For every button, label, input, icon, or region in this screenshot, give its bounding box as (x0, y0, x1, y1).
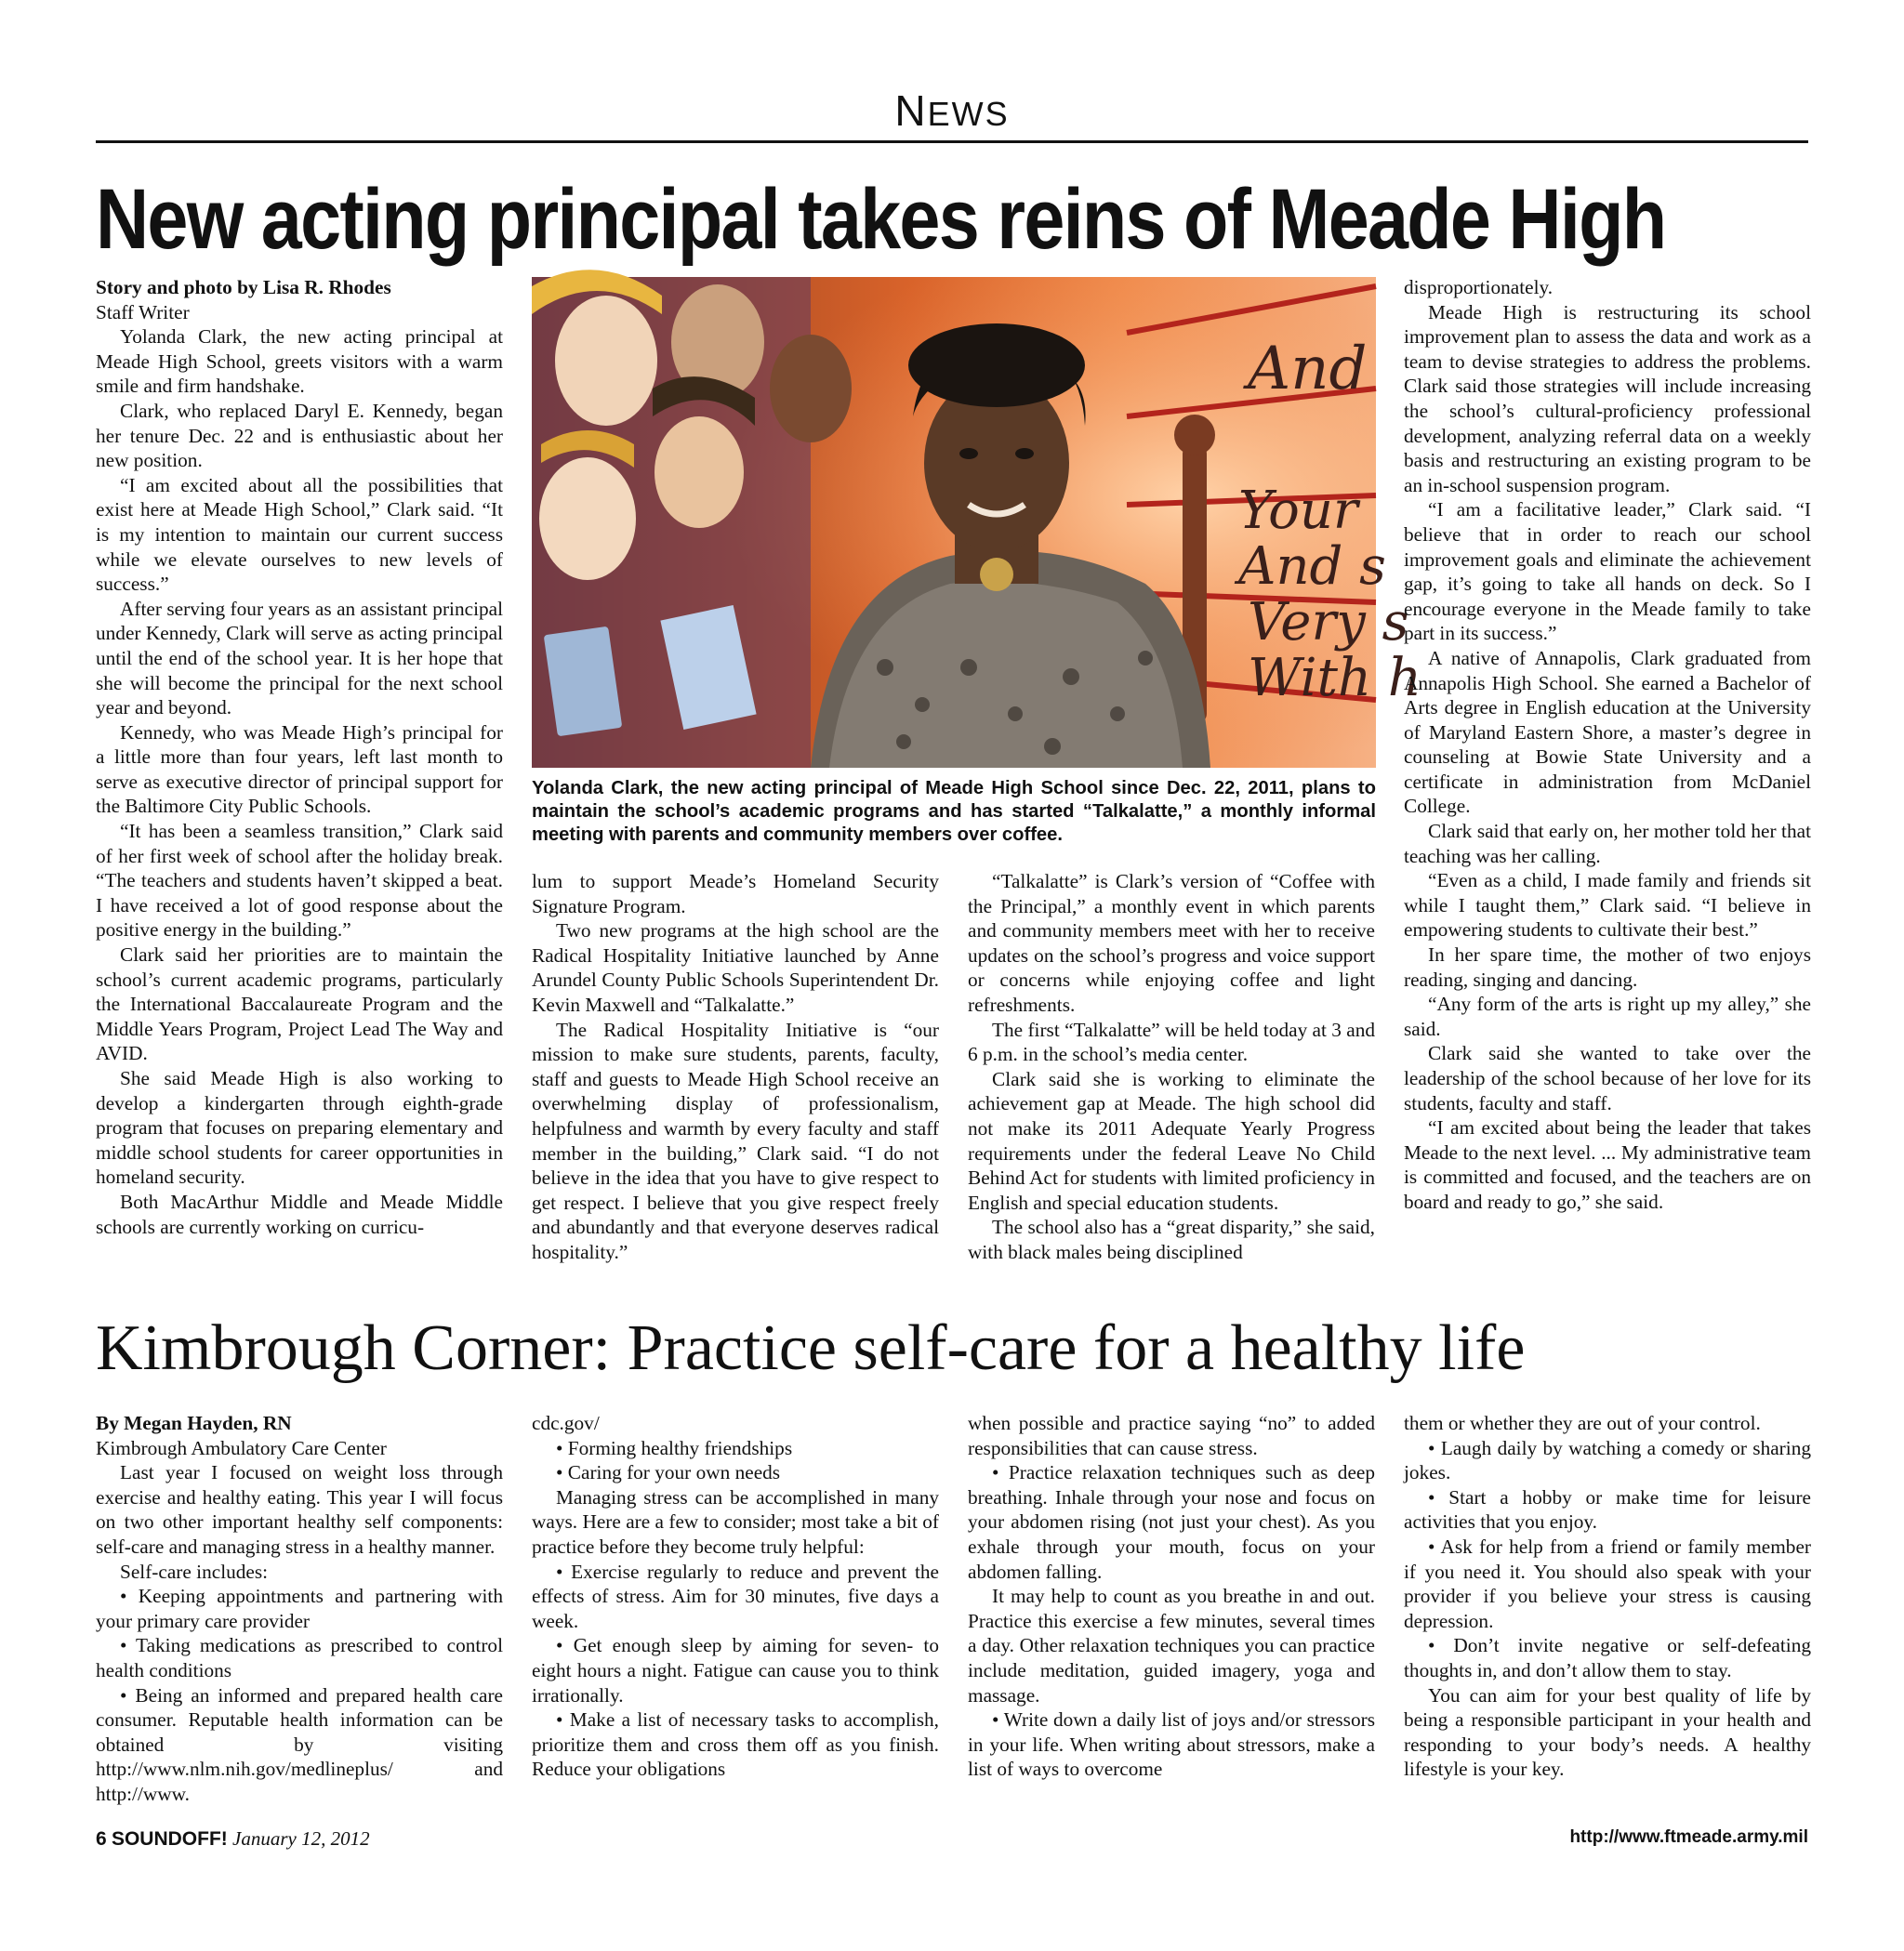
paragraph: • Being an informed and prepared health care consumer. Reputable health information can be obtained by visiting http://www.nlm.nih.gov/medlineplus/ and http://www. (96, 1683, 503, 1805)
svg-text:And s: And s (1238, 536, 1386, 597)
article1-col3-paragraphs (968, 869, 1375, 1265)
paragraph: • Caring for your own needs (556, 1461, 781, 1484)
svg-text:Very s: Very s (1248, 592, 1409, 653)
paragraph: • Ask for help from a friend or family member if you need it. You should also speak with your provider if you believe your stress is causing depression. (1404, 1535, 1811, 1632)
photo-illustration (532, 277, 1421, 768)
article1-col2-paragraphs (532, 918, 939, 1264)
article1-byline: Story and photo by Lisa R. Rhodes (96, 276, 391, 298)
publication-name: SOUNDOFF! (111, 1828, 228, 1850)
article2-column-3 (968, 1411, 1375, 1782)
issue-date: January 12, 2012 (232, 1827, 370, 1850)
site-url: http://www.ftmeade.army.mil (1569, 1827, 1808, 1847)
paragraph: Kennedy, who was Meade High’s principal for a little more than four years, left last month to serve as executive director of principal support for the Baltimore City Public Schools. (96, 720, 503, 818)
paragraph: “I am excited about being the leader that takes Meade to the next level. ... My administrative team is committed and focused, and the teachers are on board and ready to go,” she said. (1404, 1116, 1811, 1213)
article1-byline-role: Staff Writer (96, 300, 190, 323)
paragraph: Clark said that early on, her mother told her that teaching was her calling. (1404, 820, 1811, 867)
principal-photo (532, 277, 1421, 768)
paragraph: • Write down a daily list of joys and/or stressors in your life. When writing about stressors, make a list of ways to overcome (968, 1708, 1375, 1781)
paragraph: You can aim for your best quality of life by being a responsible participant in your health and responding to your body’s needs. A healthy lifestyle is your key. (1404, 1683, 1811, 1781)
article2-col4-lead: them or whether they are out of your control. (1404, 1412, 1761, 1434)
paragraph: • Exercise regularly to reduce and prevent the effects of stress. Aim for 30 minutes, five days a week. (532, 1560, 939, 1632)
article1-col4-lead: disproportionately. (1404, 276, 1554, 298)
article2-column-2 (532, 1411, 939, 1782)
svg-text:And: And (1248, 335, 1368, 403)
svg-text:With h: With h (1248, 648, 1421, 708)
paragraph: “I am a facilitative leader,” Clark said. “I believe that in order to reach our school improvement goals and eliminate the achievement gap, it’s going to take all hands on deck. So I encourage everyone in the Meade family to take part in its success.” (1404, 498, 1811, 645)
paragraph: The Radical Hospitality Initiative is “our mission to make sure students, parents, faculty, staff and guests to Meade High School receive an overwhelming display of professionalism, helpfulness and warmth by every faculty and staff member in the building,” Clark said. “I do not believe in the idea that you have to give respect to get respect. I believe that you give respect freely and abundantly and that everyone deserves radical hospitality.” (532, 1018, 939, 1263)
paragraph: Clark said she is working to eliminate the achievement gap at Meade. The high school did not make its 2011 Adequate Yearly Progress requirements under the federal Leave No Child Behind Act for students with limited proficiency in English and special education students. (968, 1067, 1375, 1214)
article2-col3-lead: when possible and practice saying “no” to added responsibilities that can cause stress. (968, 1412, 1375, 1459)
paragraph: • Start a hobby or make time for leisure activities that you enjoy. (1404, 1485, 1811, 1534)
paragraph: After serving four years as an assistant principal under Kennedy, Clark will serve as acting principal until the end of the school year. It is her hope that she will become the principal for the next school year and beyond. (96, 597, 503, 719)
paragraph: Self-care includes: (120, 1560, 269, 1583)
paragraph: The first “Talkalatte” will be held today at 3 and 6 p.m. in the school’s media center. (968, 1018, 1375, 1066)
article2-col1-paragraphs (96, 1460, 503, 1806)
paragraph: It may help to count as you breathe in and out. Practice this exercise a few minutes, several times a day. Other relaxation techniques you can practice include meditation, guided imagery, yoga and massage. (968, 1585, 1375, 1707)
article2-column-4 (1404, 1411, 1811, 1782)
paragraph: “Any form of the arts is right up my alley,” she said. (1404, 993, 1811, 1040)
article2-column-1 (96, 1411, 503, 1807)
paragraph: • Don’t invite negative or self-defeating thoughts in, and don’t allow them to stay. (1404, 1634, 1811, 1681)
paragraph: Clark, who replaced Daryl E. Kennedy, began her tenure Dec. 22 and is enthusiastic about her new position. (96, 399, 503, 472)
article1-col2-lead: lum to support Meade’s Homeland Security Signature Program. (532, 870, 939, 917)
article1-column-4 (1404, 275, 1811, 1215)
article2-byline-role: Kimbrough Ambulatory Care Center (96, 1436, 387, 1459)
article1-column-1 (96, 275, 503, 1239)
paragraph: • Keeping appointments and partnering with your primary care provider (96, 1585, 503, 1632)
paragraph: • Laugh daily by watching a comedy or sharing jokes. (1404, 1436, 1811, 1484)
paragraph: Both MacArthur Middle and Meade Middle schools are currently working on curricu- (96, 1190, 503, 1238)
paragraph: Last year I focused on weight loss through exercise and healthy eating. This year I will focus on two other important healthy self components: self-care and managing stress in a healthy manner. (96, 1461, 503, 1558)
paragraph: • Get enough sleep by aiming for seven- to eight hours a night. Fatigue can cause you to think irrationally. (532, 1634, 939, 1707)
article1-col1-paragraphs (96, 324, 503, 1239)
paragraph: • Taking medications as prescribed to control health conditions (96, 1634, 503, 1681)
paragraph: Managing stress can be accomplished in many ways. Here are a few to consider; most take a bit of practice before they become truly helpful: (532, 1485, 939, 1558)
paragraph: Clark said her priorities are to maintain the school’s current academic programs, particularly the International Baccalaureate Program and the Middle Years Program, Project Lead The Way and AVID. (96, 943, 503, 1065)
paragraph: Two new programs at the high school are the Radical Hospitality Initiative launched by Anne Arundel County Public Schools Superintendent Dr. Kevin Maxwell and “Talkalatte.” (532, 919, 939, 1016)
paragraph: “I am excited about all the possibilities that exist here at Meade High School,” Clark said. “It is my intention to maintain our current success while we elevate ourselves to new levels of success.” (96, 473, 503, 596)
paragraph: • Make a list of necessary tasks to accomplish, prioritize them and cross them off as you finish. Reduce your obligations (532, 1708, 939, 1781)
article1-col4-paragraphs (1404, 300, 1811, 1215)
paragraph: “It has been a seamless transition,” Clark said of her first week of school after the holiday break. “The teachers and students haven’t skipped a beat. I have received a lot of good response about the positive energy in the building.” (96, 820, 503, 942)
svg-text:Your: Your (1238, 481, 1358, 541)
paragraph: She said Meade High is also working to develop a kindergarten through eighth-grade program that focuses on preparing elementary and middle school students for career opportunities in homeland security. (96, 1067, 503, 1189)
paragraph: Clark said she wanted to take over the leadership of the school because of her love for its students, faculty and staff. (1404, 1042, 1811, 1114)
article2-col3-paragraphs (968, 1460, 1375, 1782)
paragraph: “Talkalatte” is Clark’s version of “Coffee with the Principal,” a monthly event in which parents and community members meet with her to receive updates on the school’s progress and voice support or concerns while enjoying coffee and light refreshments. (968, 870, 1375, 1016)
photo-caption: Yolanda Clark, the new acting principal of Meade High School since Dec. 22, 2011, plans to maintain the school’s academic programs and has started “Talkalatte,” a monthly informal meeting with parents and community members over coffee. (532, 778, 1376, 845)
paragraph: • Forming healthy friendships (556, 1436, 793, 1459)
article2-headline: Kimbrough Corner: Practice self-care for a healthy life (96, 1312, 1526, 1384)
paragraph: “Even as a child, I made family and friends sit while I taught them,” Clark said. “I believe in empowering students to cultivate their best.” (1404, 869, 1811, 942)
paragraph: A native of Annapolis, Clark graduated from Annapolis High School. She earned a Bachelor of Arts degree in English education at the University of Maryland Eastern Shore, a master’s degree in counseling at Bowie State University and a certificate in administration from McDaniel College. (1404, 646, 1811, 818)
page-number: 6 (96, 1828, 107, 1850)
paragraph: In her spare time, the mother of two enjoys reading, singing and dancing. (1404, 943, 1811, 991)
article2-col2-paragraphs (532, 1436, 939, 1782)
article2-col4-paragraphs (1404, 1436, 1811, 1782)
article1-column-2 (532, 869, 939, 1265)
article1-column-3 (968, 869, 1375, 1265)
section-rule (96, 140, 1808, 143)
paragraph: • Practice relaxation techniques such as deep breathing. Inhale through your nose and focus on your abdomen rising (not just your chest). As you exhale through your mouth, focus on your abdomen falling. (968, 1461, 1375, 1583)
paragraph: Yolanda Clark, the new acting principal at Meade High School, greets visitors with a warm smile and firm handshake. (96, 325, 503, 398)
paragraph: Meade High is restructuring its school improvement plan to assess the data and work as a team to devise strategies to address the problems. Clark said those strategies will include increasing the school’s cultural-proficiency professional development, analyzing referral data on a weekly basis and restructuring an existing program to be an in-school suspension program. (1404, 300, 1811, 496)
section-header: NEWS (894, 86, 1010, 135)
article2-col2-lead: cdc.gov/ (532, 1412, 600, 1434)
page-footer-left (96, 1827, 370, 1851)
article2-byline: By Megan Hayden, RN (96, 1412, 292, 1434)
article1-headline: New acting principal takes reins of Meade High (96, 172, 1666, 267)
paragraph: The school also has a “great disparity,” she said, with black males being disciplined (968, 1216, 1375, 1263)
